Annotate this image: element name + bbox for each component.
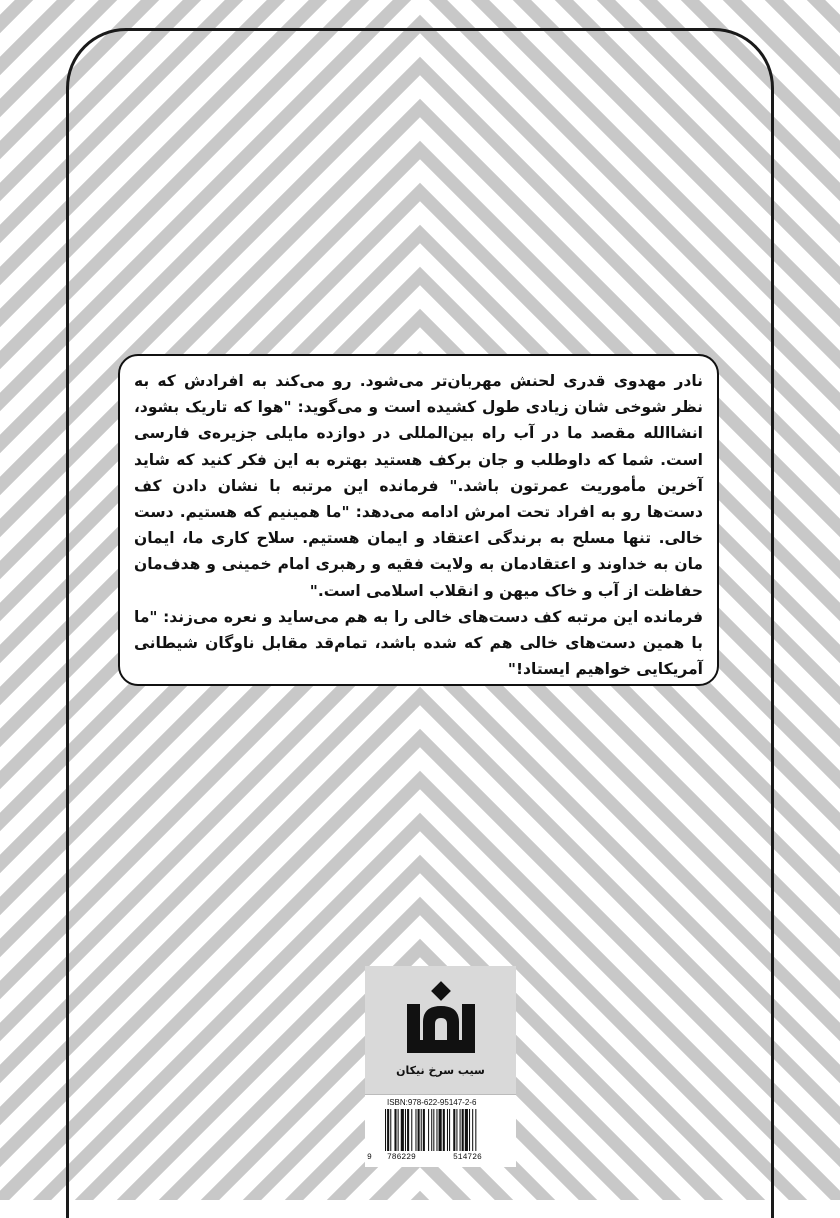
barcode-bar	[465, 1109, 468, 1151]
barcode-bar	[439, 1109, 442, 1151]
barcode-bar	[390, 1109, 391, 1151]
barcode-bar	[385, 1109, 386, 1151]
publisher-logo-icon	[401, 980, 481, 1060]
isbn-label: ISBN:978-622-95147-2-6	[387, 1098, 477, 1107]
barcode-bar	[401, 1109, 404, 1151]
barcode-digits-right: 514726	[453, 1153, 482, 1162]
blurb-box	[118, 354, 719, 686]
barcode-bar	[449, 1109, 450, 1151]
blurb-paragraph-2: فرمانده این مرتبه کف دست‌های خالی را به هم می‌ساید و نعره می‌زند: "ما با همین دست‌های خالی هم که شده باشد، تمام‌قد مقابل ناوگان شیطانی آمریکایی خواهیم ایستاد!"	[134, 607, 703, 679]
barcode-bar	[460, 1109, 461, 1151]
barcode-bar	[394, 1109, 396, 1151]
barcode-digit-lead: 9	[367, 1153, 372, 1162]
barcode-bar	[447, 1109, 448, 1151]
barcode-bar	[469, 1109, 470, 1151]
barcode-bar	[431, 1109, 432, 1151]
blurb-paragraph-1: نادر مهدوی قدری لحنش مهربان‌تر می‌شود. رو می‌کند به افرادش که به نظر شوخی شان زیادی طول کشیده است و می‌گوید: "هوا که تاریک بشود، انشاالله مقصد ما در آب راه بین‌المللی در دوازده مایلی جزیره‌ی فارسی است. شما که داوطلب و جان برکف هستید بهتره به این فکر کنید که شاید آخرین مأموریت عمرتون باشد." فرمانده این مرتبه با نشان دادن کف دست‌ها رو به افراد تحت امرش ادامه می‌دهد: "ما همینیم که هستیم. دست خالی. تنها مسلح به برندگی اعتقاد و ایمان هستیم. سلاح کاری ما، ایمان مان به خداوند و اعتقادمان به ولایت فقیه و رهبری امام خمینی و هدف‌مان حفاظت از آب و خاک میهن و انقلاب اسلامی است."	[134, 372, 703, 600]
barcode-bar	[443, 1109, 445, 1151]
barcode-bar	[472, 1109, 473, 1151]
barcode-digits-left: 786229	[387, 1153, 416, 1162]
barcode-bar	[398, 1109, 399, 1151]
barcode-bar	[405, 1109, 406, 1151]
barcode-bar	[423, 1109, 425, 1151]
barcode-bar	[462, 1109, 464, 1151]
barcode-bar	[475, 1109, 476, 1151]
barcode-bar	[433, 1109, 434, 1151]
barcode-bar	[428, 1109, 429, 1151]
barcode-bar	[436, 1109, 437, 1151]
barcode-bar	[411, 1109, 412, 1151]
barcode-bar	[415, 1109, 416, 1151]
chevron-stripe	[0, 0, 840, 358]
barcode-bar	[387, 1109, 389, 1151]
publisher-name: سیب سرخ نیکان	[396, 1064, 485, 1077]
barcode-panel	[365, 1094, 516, 1167]
barcode-bar	[456, 1109, 457, 1151]
barcode-bar	[418, 1109, 420, 1151]
publisher-panel	[365, 966, 516, 1094]
barcode-bar	[453, 1109, 455, 1151]
barcode-bar	[407, 1109, 409, 1151]
barcode-bar	[421, 1109, 422, 1151]
barcode-bars	[371, 1109, 511, 1153]
